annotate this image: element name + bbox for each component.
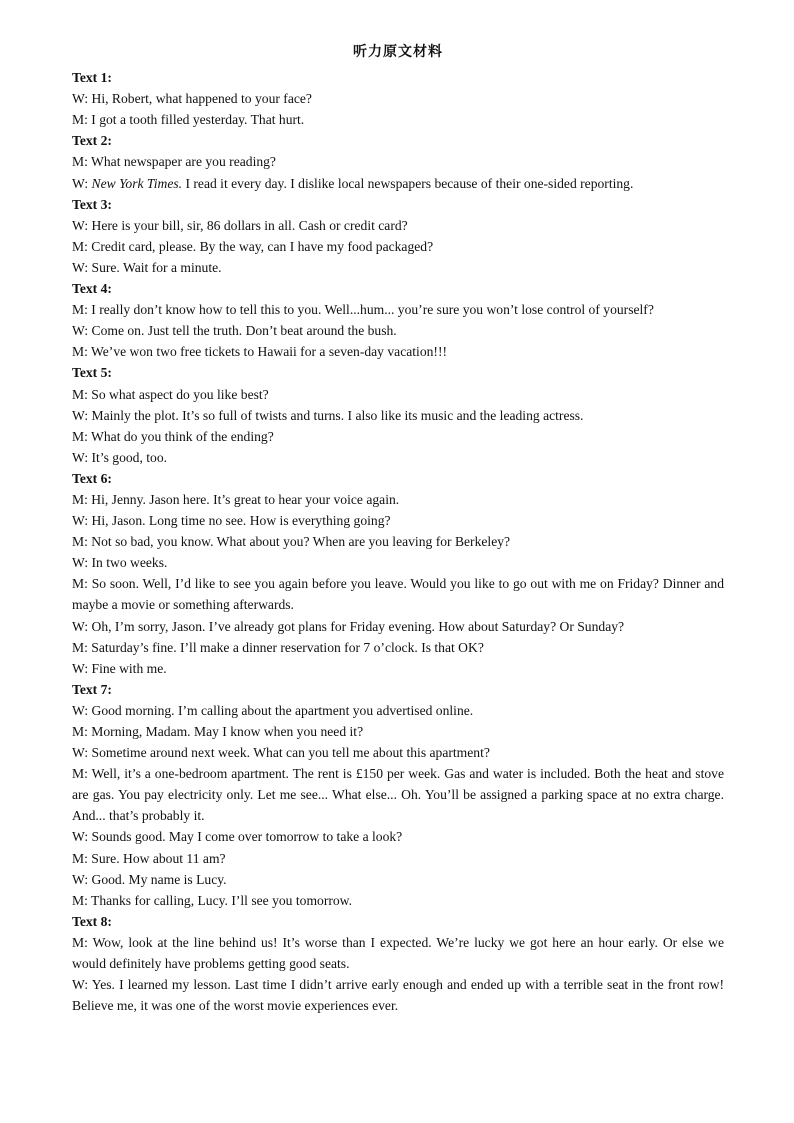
dialogue-line: [72, 299, 724, 320]
utterance-text: Good. My name is Lucy.: [91, 871, 227, 887]
utterance-text: It’s good, too.: [91, 449, 168, 465]
utterance-text: So what aspect do you like best?: [91, 386, 269, 402]
speaker-label: M:: [72, 302, 88, 318]
utterance-text: Fine with me.: [91, 660, 167, 676]
utterance-text: What newspaper are you reading?: [91, 154, 276, 170]
text-section: [72, 468, 724, 679]
utterance-text: Not so bad, you know. What about you? When are you leaving for Berkeley?: [91, 534, 511, 550]
speaker-label: W:: [72, 871, 89, 887]
section-heading: Text 7:: [72, 681, 112, 697]
utterance-text: What do you think of the ending?: [91, 428, 274, 444]
dialogue-line: [72, 447, 724, 468]
speaker-label: W:: [72, 660, 89, 676]
dialogue-line: [72, 405, 724, 426]
speaker-label: M:: [72, 154, 88, 170]
text-section: [72, 278, 724, 362]
dialogue-line: [72, 637, 724, 658]
speaker-label: W:: [72, 175, 89, 191]
text-section: [72, 911, 724, 1016]
dialogue-line: [72, 890, 724, 911]
speaker-label: W:: [72, 745, 89, 761]
speaker-label: M:: [72, 491, 88, 507]
utterance-text: Well, it’s a one-bedroom apartment. The rent is £150 per week. Gas and water is included. Both the heat and stove are gas. You pay electricity only. Let me see... What else... Oh. You’ll be assigned a parking space at no extra charge. And... that’s probably it.: [72, 766, 724, 824]
utterance-text: Sounds good. May I come over tomorrow to take a look?: [91, 829, 403, 845]
section-heading: Text 6:: [72, 470, 112, 486]
dialogue-line: [72, 384, 724, 405]
utterance-text: Here is your bill, sir, 86 dollars in all. Cash or credit card?: [91, 217, 408, 233]
dialogue-line: [72, 109, 724, 130]
dialogue-line: [72, 173, 724, 194]
italic-title: New York Times.: [91, 175, 183, 191]
dialogue-line: [72, 552, 724, 573]
speaker-label: M:: [72, 892, 88, 908]
speaker-label: W:: [72, 217, 89, 233]
dialogue-line: [72, 826, 724, 847]
utterance-text: Saturday’s fine. I’ll make a dinner reservation for 7 o’clock. Is that OK?: [91, 639, 484, 655]
dialogue-line: [72, 489, 724, 510]
dialogue-line: [72, 763, 724, 826]
utterance-text: Good morning. I’m calling about the apartment you advertised online.: [91, 702, 474, 718]
dialogue-line: [72, 573, 724, 615]
utterance-text: I really don’t know how to tell this to you. Well...hum... you’re sure you won’t lose control of yourself?: [91, 302, 654, 318]
speaker-label: W:: [72, 259, 89, 275]
dialogue-line: [72, 531, 724, 552]
speaker-label: W:: [72, 513, 89, 529]
speaker-label: M:: [72, 639, 88, 655]
utterance-text: Morning, Madam. May I know when you need it?: [91, 724, 364, 739]
transcript-page: [72, 42, 724, 1016]
speaker-label: W:: [72, 91, 89, 107]
speaker-label: W:: [72, 618, 89, 634]
dialogue-line: [72, 721, 724, 742]
dialogue-line: [72, 341, 724, 362]
dialogue-line: [72, 215, 724, 236]
speaker-label: M:: [72, 724, 88, 739]
speaker-label: M:: [72, 238, 88, 254]
section-heading: Text 8:: [72, 913, 112, 929]
speaker-label: M:: [72, 766, 88, 782]
dialogue-line: [72, 700, 724, 721]
speaker-label: M:: [72, 850, 88, 866]
dialogue-line: [72, 869, 724, 890]
utterance-text: Sometime around next week. What can you tell me about this apartment?: [91, 745, 490, 761]
speaker-label: W:: [72, 702, 89, 718]
speaker-label: M:: [72, 534, 88, 550]
text-section: [72, 679, 724, 911]
speaker-label: W:: [72, 977, 89, 993]
utterance-text: Hi, Robert, what happened to your face?: [91, 91, 312, 107]
speaker-label: M:: [72, 934, 88, 950]
page-title: 听力原文材料: [353, 44, 443, 60]
dialogue-line: [72, 616, 724, 637]
utterance-text: We’ve won two free tickets to Hawaii for a seven-day vacation!!!: [91, 344, 447, 360]
dialogue-line: [72, 658, 724, 679]
utterance-text: I got a tooth filled yesterday. That hurt.: [91, 112, 305, 128]
speaker-label: W:: [72, 449, 89, 465]
utterance-text: Mainly the plot. It’s so full of twists and turns. I also like its music and the leading actress.: [91, 407, 584, 423]
utterance-text: So soon. Well, I’d like to see you again before you leave. Would you like to go out with me on Friday? Dinner and maybe a movie or something afterwards.: [72, 576, 724, 613]
dialogue-line: [72, 151, 724, 172]
speaker-label: W:: [72, 555, 89, 571]
speaker-label: M:: [72, 428, 88, 444]
dialogue-line: [72, 236, 724, 257]
speaker-label: M:: [72, 112, 88, 128]
utterance-text: I read it every day. I dislike local newspapers because of their one-sided reporting.: [185, 175, 634, 191]
utterance-text: Yes. I learned my lesson. Last time I didn’t arrive early enough and ended up with a terrible seat in the front row! Believe me, it was one of the worst movie experiences ever.: [72, 977, 724, 1014]
dialogue-line: [72, 932, 724, 974]
utterance-text: Hi, Jenny. Jason here. It’s great to hear your voice again.: [91, 491, 400, 507]
utterance-text: Wow, look at the line behind us! It’s worse than I expected. We’re lucky we got here an hour early. Or else we would definitely have problems getting good seats.: [72, 934, 725, 972]
section-heading: Text 1:: [72, 70, 112, 86]
dialogue-line: [72, 974, 724, 1016]
dialogue-line: [72, 848, 724, 869]
utterance-text: Thanks for calling, Lucy. I’ll see you tomorrow.: [91, 892, 353, 908]
dialogue-line: [72, 320, 724, 341]
text-section: [72, 67, 724, 130]
section-heading: Text 3:: [72, 196, 112, 212]
speaker-label: W:: [72, 407, 89, 423]
transcript-sections: [72, 67, 724, 1016]
utterance-text: In two weeks.: [91, 555, 168, 571]
utterance-text: Oh, I’m sorry, Jason. I’ve already got plans for Friday evening. How about Saturday? Or Sunday?: [91, 618, 625, 634]
dialogue-line: [72, 257, 724, 278]
dialogue-line: [72, 510, 724, 531]
text-section: [72, 194, 724, 278]
text-section: [72, 362, 724, 467]
speaker-label: M:: [72, 344, 88, 360]
speaker-label: W:: [72, 829, 89, 845]
speaker-label: M:: [72, 576, 88, 592]
utterance-text: Sure. How about 11 am?: [91, 850, 226, 866]
utterance-text: Hi, Jason. Long time no see. How is everything going?: [91, 513, 391, 529]
utterance-text: Sure. Wait for a minute.: [91, 259, 222, 275]
section-heading: Text 4:: [72, 281, 112, 297]
utterance-text: Credit card, please. By the way, can I have my food packaged?: [91, 238, 434, 254]
dialogue-line: [72, 426, 724, 447]
section-heading: Text 5:: [72, 365, 112, 381]
dialogue-line: [72, 742, 724, 763]
dialogue-line: [72, 88, 724, 109]
section-heading: Text 2:: [72, 133, 112, 149]
utterance-text: Come on. Just tell the truth. Don’t beat around the bush.: [91, 323, 397, 339]
speaker-label: M:: [72, 386, 88, 402]
text-section: [72, 130, 724, 193]
speaker-label: W:: [72, 323, 89, 339]
